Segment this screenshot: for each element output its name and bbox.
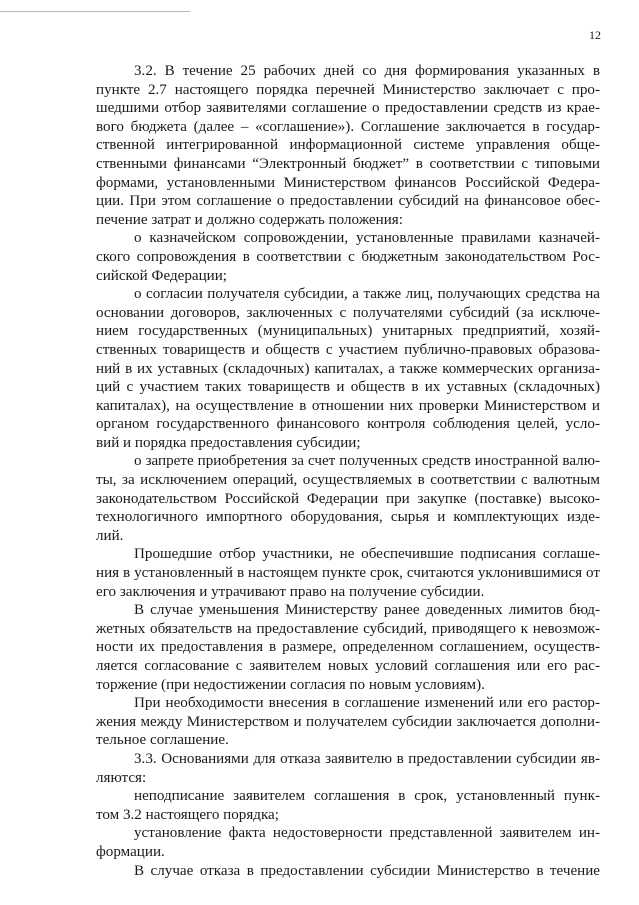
document-body — [96, 62, 600, 880]
text-line: ственной интегрированной информационной системе управления обще- — [96, 137, 600, 154]
text-line: тельное соглашение. — [96, 732, 229, 749]
text-line: о казначейском сопровождении, установленные правилами казначей- — [134, 230, 600, 247]
text-line: Прошедшие отбор участники, не обеспечившие подписания соглаше- — [134, 546, 600, 563]
paragraph-non-signing — [96, 787, 600, 824]
text-line: установление факта недостоверности представленной заявителем ин- — [134, 825, 600, 842]
paragraph-limits-reduction — [96, 601, 600, 694]
text-line: пункте 2.7 настоящего порядка перечней Министерство заключает с про- — [96, 81, 600, 98]
text-line: органом государственного финансового контроля соблюдения целей, усло- — [96, 416, 600, 433]
page-number: 12 — [589, 28, 601, 42]
text-line: ния в установленный в настоящем пункте срок, считаются уклонившимися от — [96, 565, 600, 582]
text-line: его заключения и утрачивают право на получение субсидии. — [96, 583, 485, 600]
paragraph-3-3 — [96, 750, 600, 787]
text-line: вого бюджета (далее – «соглашение»). Соглашение заключается в государ- — [96, 118, 600, 135]
text-line: шедшими отбор заявителями соглашение о предоставлении средств из крае- — [96, 100, 600, 117]
text-line: ции. При этом соглашение о предоставлении субсидий на финансовое обес- — [96, 193, 600, 210]
text-line: том 3.2 настоящего порядка; — [96, 806, 279, 823]
paragraph-amendments — [96, 694, 600, 750]
text-line: ляется согласование с заявителем новых условий соглашения или его рас- — [96, 658, 600, 674]
text-line: сийской Федерации; — [96, 267, 227, 284]
paragraph-refusal — [96, 862, 600, 881]
text-line: жения между Министерством и получателем субсидии заключается дополни- — [96, 713, 600, 730]
text-line: ственными финансами “Электронный бюджет” в соответствии с типовыми — [96, 155, 600, 172]
text-line: В случае отказа в предоставлении субсидии Министерство в течение — [134, 862, 600, 879]
text-line: капиталах), на осуществление в отношении них проверки Министерством и — [96, 397, 600, 414]
text-line: вий и порядка предоставления субсидии; — [96, 434, 361, 451]
text-line: ты, за исключением операций, осуществляемых в соответствии с валютным — [96, 472, 600, 489]
text-line: неподписание заявителем соглашения в срок, установленный пунк- — [134, 788, 600, 805]
paragraph-treasury-support — [96, 229, 600, 285]
text-line: основании договоров, заключенных с получателями субсидий (за исключе- — [96, 304, 600, 321]
text-line: технологичного импортного оборудования, сырья и комплектующих изде- — [96, 509, 600, 526]
text-line: о согласии получателя субсидии, а также лиц, получающих средства на — [134, 286, 600, 303]
text-line: формации. — [96, 843, 165, 860]
paragraph-3-2 — [96, 62, 600, 229]
text-line: 3.2. В течение 25 рабочих дней со дня формирования указанных в — [134, 63, 600, 79]
text-line: нием государственных (муниципальных) унитарных предприятий, хозяй- — [96, 323, 600, 340]
paragraph-consent — [96, 285, 600, 452]
text-line: законодательством Российской Федерации при закупке (поставке) высоко- — [96, 490, 600, 507]
text-line: При необходимости внесения в соглашение изменений или его растор- — [134, 695, 600, 712]
text-line: торжение (при недостижении согласия по новым условиям). — [96, 676, 485, 693]
paragraph-currency-ban — [96, 452, 600, 545]
text-line: о запрете приобретения за счет полученных средств иностранной валю- — [134, 453, 600, 470]
text-line: формами, установленными Министерством финансов Российской Федера- — [96, 174, 600, 191]
text-line: жетных обязательств на предоставление субсидий, приводящего к невозмож- — [96, 620, 600, 637]
top-border-line — [0, 11, 190, 12]
paragraph-evasion — [96, 545, 600, 601]
text-line: печение затрат и должно содержать положения: — [96, 211, 403, 228]
text-line: ности их предоставления в размере, определенном соглашением, осуществ- — [96, 639, 600, 656]
text-line: В случае уменьшения Министерству ранее доведенных лимитов бюд- — [134, 602, 600, 619]
text-line: ций с участием таких товариществ и обществ в их уставных (складочных) — [96, 379, 600, 396]
text-line: 3.3. Основаниями для отказа заявителю в предоставлении субсидии яв- — [134, 750, 600, 767]
text-line: лий. — [96, 527, 124, 544]
text-line: ственных товариществ и обществ с участием публично-правовых образова- — [96, 341, 600, 358]
text-line: ского сопровождения в соответствии с бюджетным законодательством Рос- — [96, 248, 600, 265]
paragraph-false-info — [96, 824, 600, 861]
text-line: ний в их уставных (складочных) капиталах, а также коммерческих организа- — [96, 360, 600, 377]
text-line: ляются: — [96, 769, 147, 786]
